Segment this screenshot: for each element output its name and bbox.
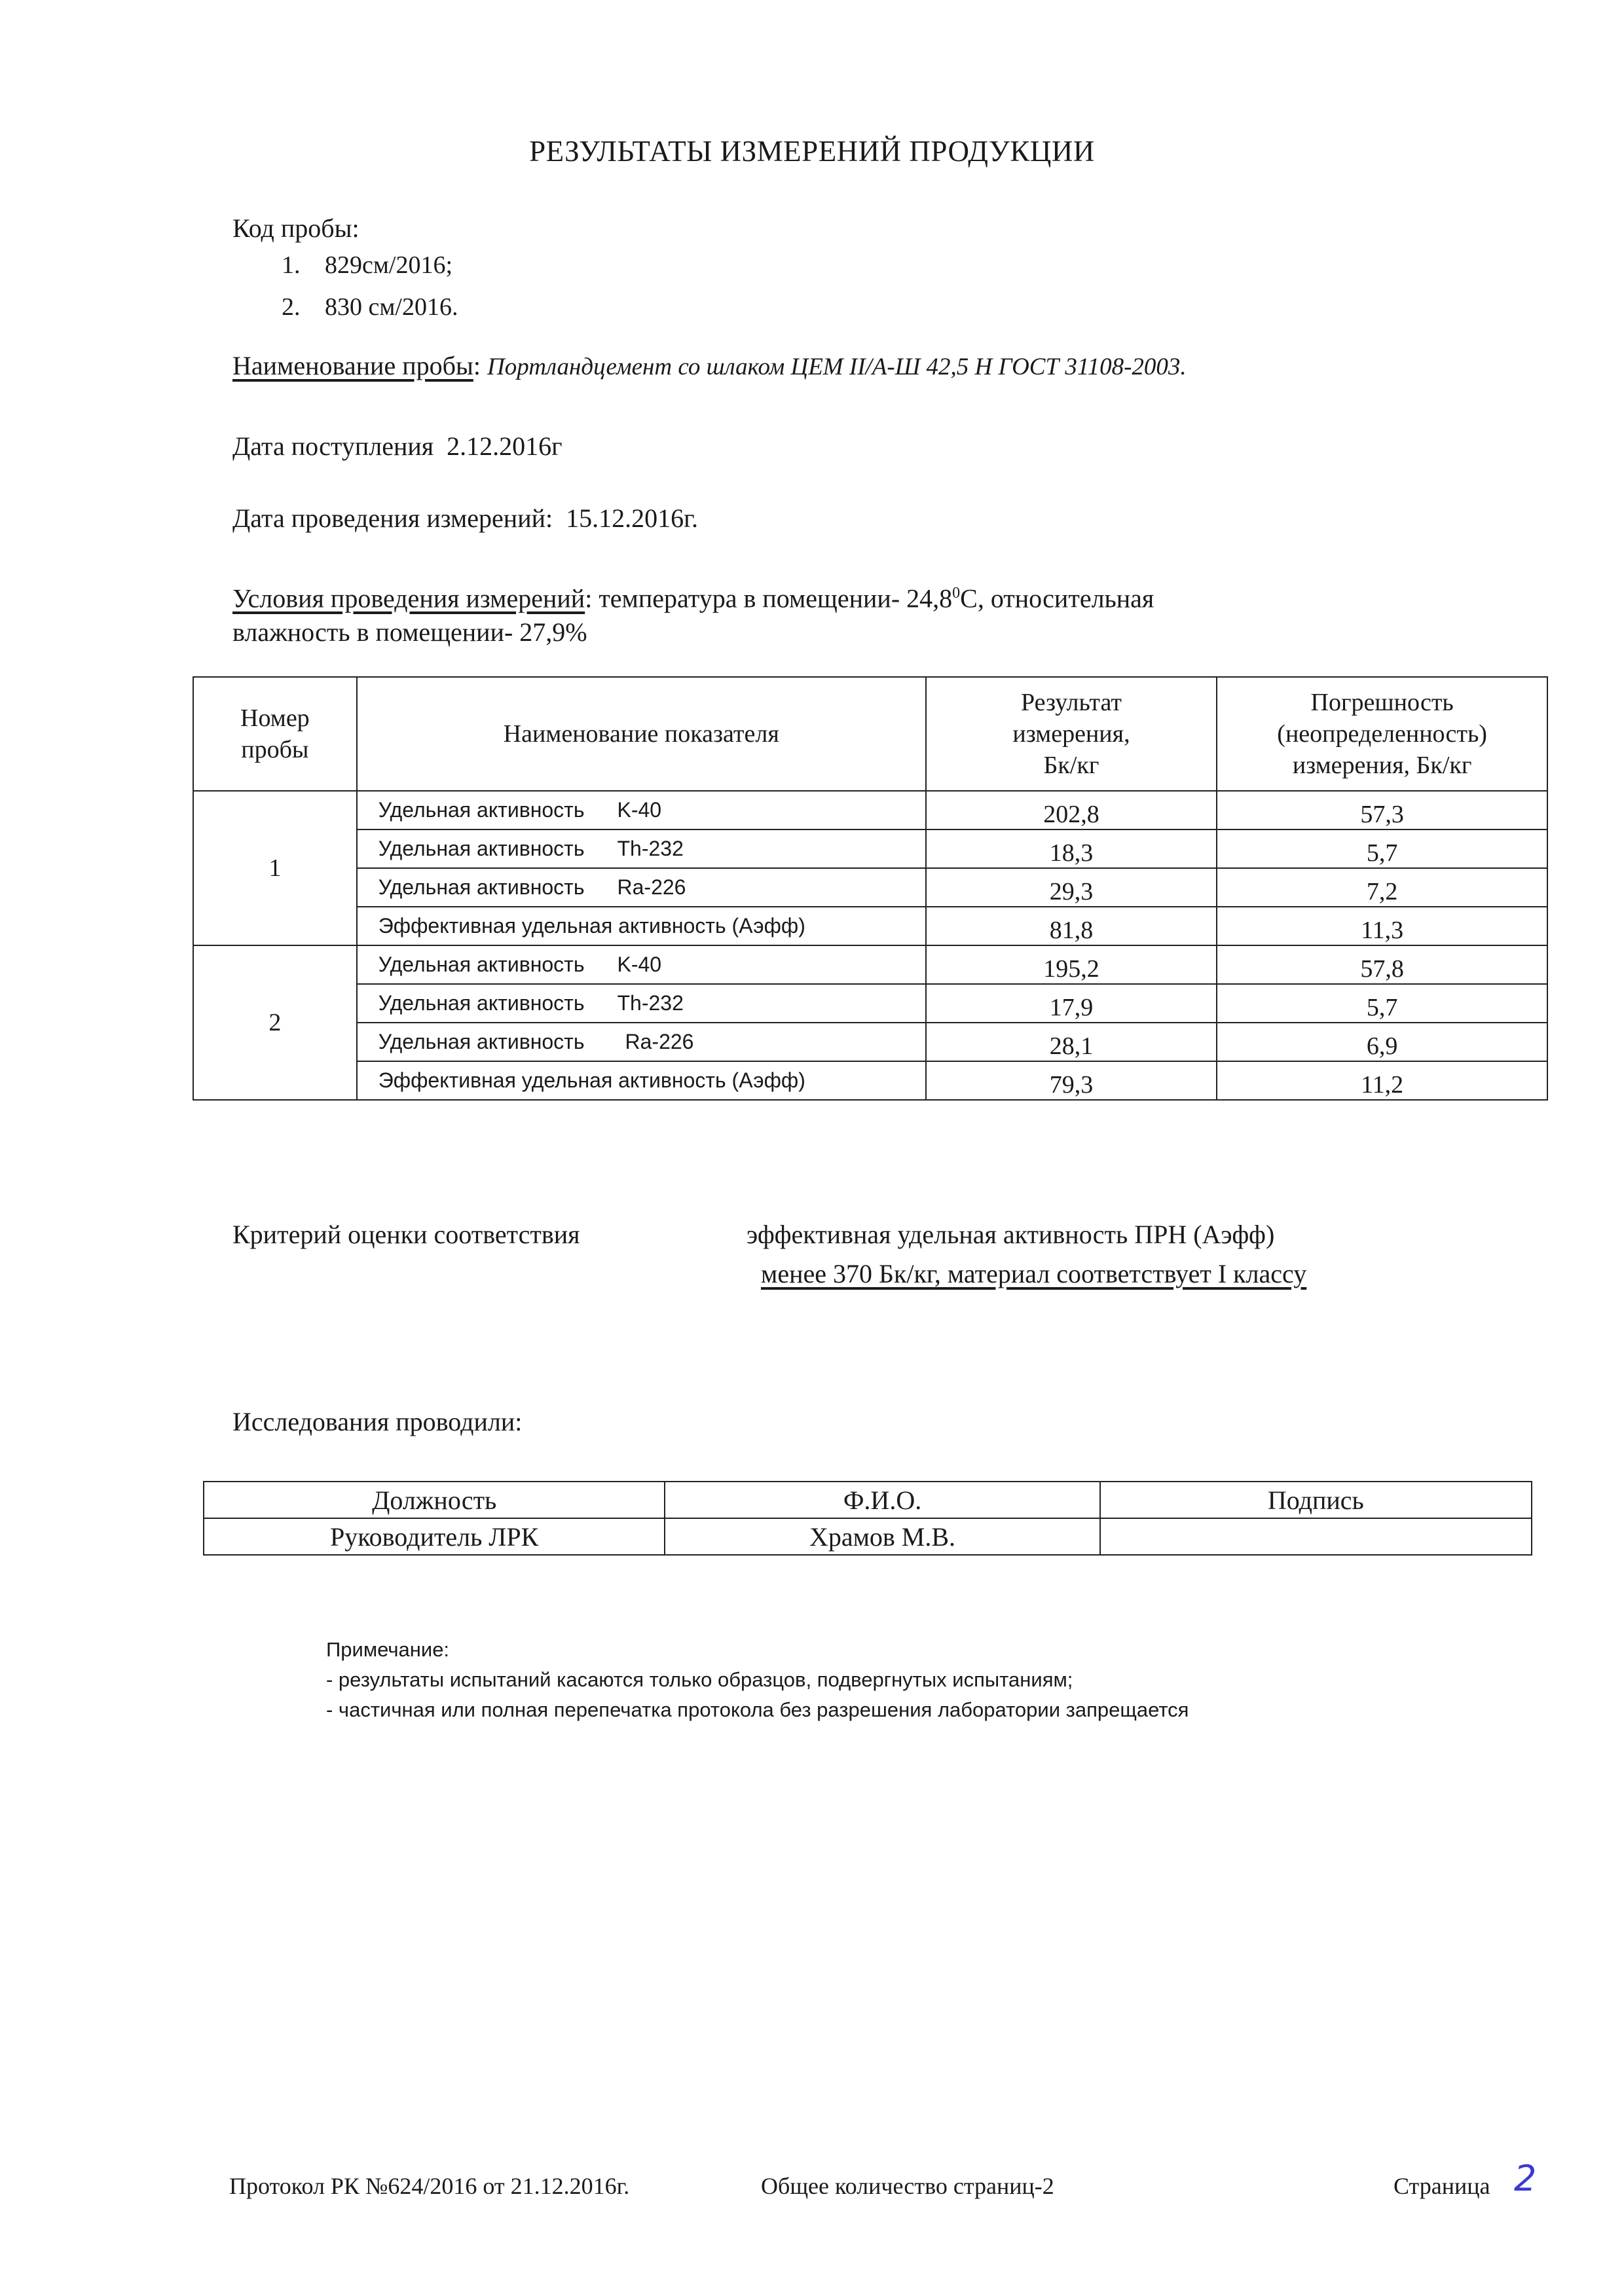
footer-pages-total: Общее количество страниц-2	[761, 2173, 1054, 2199]
footer-page-number: 2	[1514, 2158, 1537, 2199]
note-line: - частичная или полная перепечатка протокола без разрешения лаборатории запрещается	[326, 1698, 1189, 1721]
sample-number-cell: 2	[193, 945, 357, 1100]
name-cell: Храмов М.В.	[665, 1518, 1099, 1555]
header-fio: Ф.И.О.	[665, 1482, 1099, 1518]
sample-number-cell: 1	[193, 791, 357, 945]
footer-protocol: Протокол РК №624/2016 от 21.12.2016г.	[229, 2173, 630, 2199]
sample-code-label: Код пробы:	[232, 213, 360, 243]
sample-code-list	[282, 251, 458, 335]
table-header-row	[204, 1482, 1532, 1518]
receipt-date: Дата поступления 2.12.2016г	[232, 431, 563, 461]
researchers-table	[203, 1481, 1532, 1556]
note	[326, 1635, 1189, 1725]
table-row: Удельная активность Ra-226 28,1 6,9	[193, 1023, 1547, 1061]
table-row: Удельная активность Ra-226 29,3 7,2	[193, 868, 1547, 907]
footer-page-label: Страница	[1393, 2173, 1490, 2199]
receipt-date-value: 2.12.2016г	[447, 431, 563, 461]
sample-name-label: Наименование пробы	[232, 351, 473, 380]
position-cell: Руководитель ЛРК	[204, 1518, 665, 1555]
table-row	[204, 1518, 1532, 1555]
header-sample-no: Номер пробы	[193, 677, 357, 791]
table-row: 1 Удельная активность K-40 202,8 57,3	[193, 791, 1547, 829]
note-line: - результаты испытаний касаются только образцов, подвергнутых испытаниям;	[326, 1668, 1073, 1691]
measure-date: Дата проведения измерений: 15.12.2016г.	[232, 503, 699, 533]
table-row: Удельная активность Th-232 17,9 5,7	[193, 984, 1547, 1023]
table-row: 2 Удельная активность K-40 195,2 57,8	[193, 945, 1547, 984]
page-title: РЕЗУЛЬТАТЫ ИЗМЕРЕНИЙ ПРОДУКЦИИ	[529, 135, 1095, 168]
measure-date-value: 15.12.2016г.	[566, 503, 699, 533]
sample-name: Наименование пробы: Портландцемент со шлаком ЦЕМ II/А-Ш 42,5 Н ГОСТ 31108-2003.	[232, 351, 1187, 380]
table-row: Эффективная удельная активность (Аэфф) 79,3 11,2	[193, 1061, 1547, 1100]
header-indicator: Наименование показателя	[357, 677, 926, 791]
table-row: Удельная активность Th-232 18,3 5,7	[193, 829, 1547, 868]
list-item: 2. 830 см/2016.	[282, 293, 458, 321]
criterion-line1: эффективная удельная активность ПРН (Аэфф)	[747, 1220, 1275, 1249]
list-item: 1. 829см/2016;	[282, 251, 453, 279]
conditions-label: Условия проведения измерений	[232, 583, 585, 613]
header-error: Погрешность (неопределенность) измерения, Бк/кг	[1217, 677, 1547, 791]
table-header-row	[193, 677, 1547, 791]
researchers-label: Исследования проводили:	[232, 1407, 523, 1436]
header-result: Результат измерения, Бк/кг	[926, 677, 1217, 791]
header-position: Должность	[204, 1482, 665, 1518]
note-title: Примечание:	[326, 1638, 450, 1661]
header-signature: Подпись	[1100, 1482, 1532, 1518]
table-row: Эффективная удельная активность (Аэфф) 81,8 11,3	[193, 907, 1547, 945]
criterion-label: Критерий оценки соответствия	[232, 1220, 580, 1249]
sample-name-value: Портландцемент со шлаком ЦЕМ II/А-Ш 42,5 Н ГОСТ 31108-2003.	[487, 354, 1187, 380]
criterion-line2: менее 370 Бк/кг, материал соответствует I классу	[761, 1259, 1307, 1288]
signature-cell	[1100, 1518, 1532, 1555]
results-table	[193, 676, 1548, 1101]
measurement-conditions: Условия проведения измерений: температура в помещении- 24,8$^0$С, относительная влажность в помещении- 27,9%	[232, 583, 1154, 647]
